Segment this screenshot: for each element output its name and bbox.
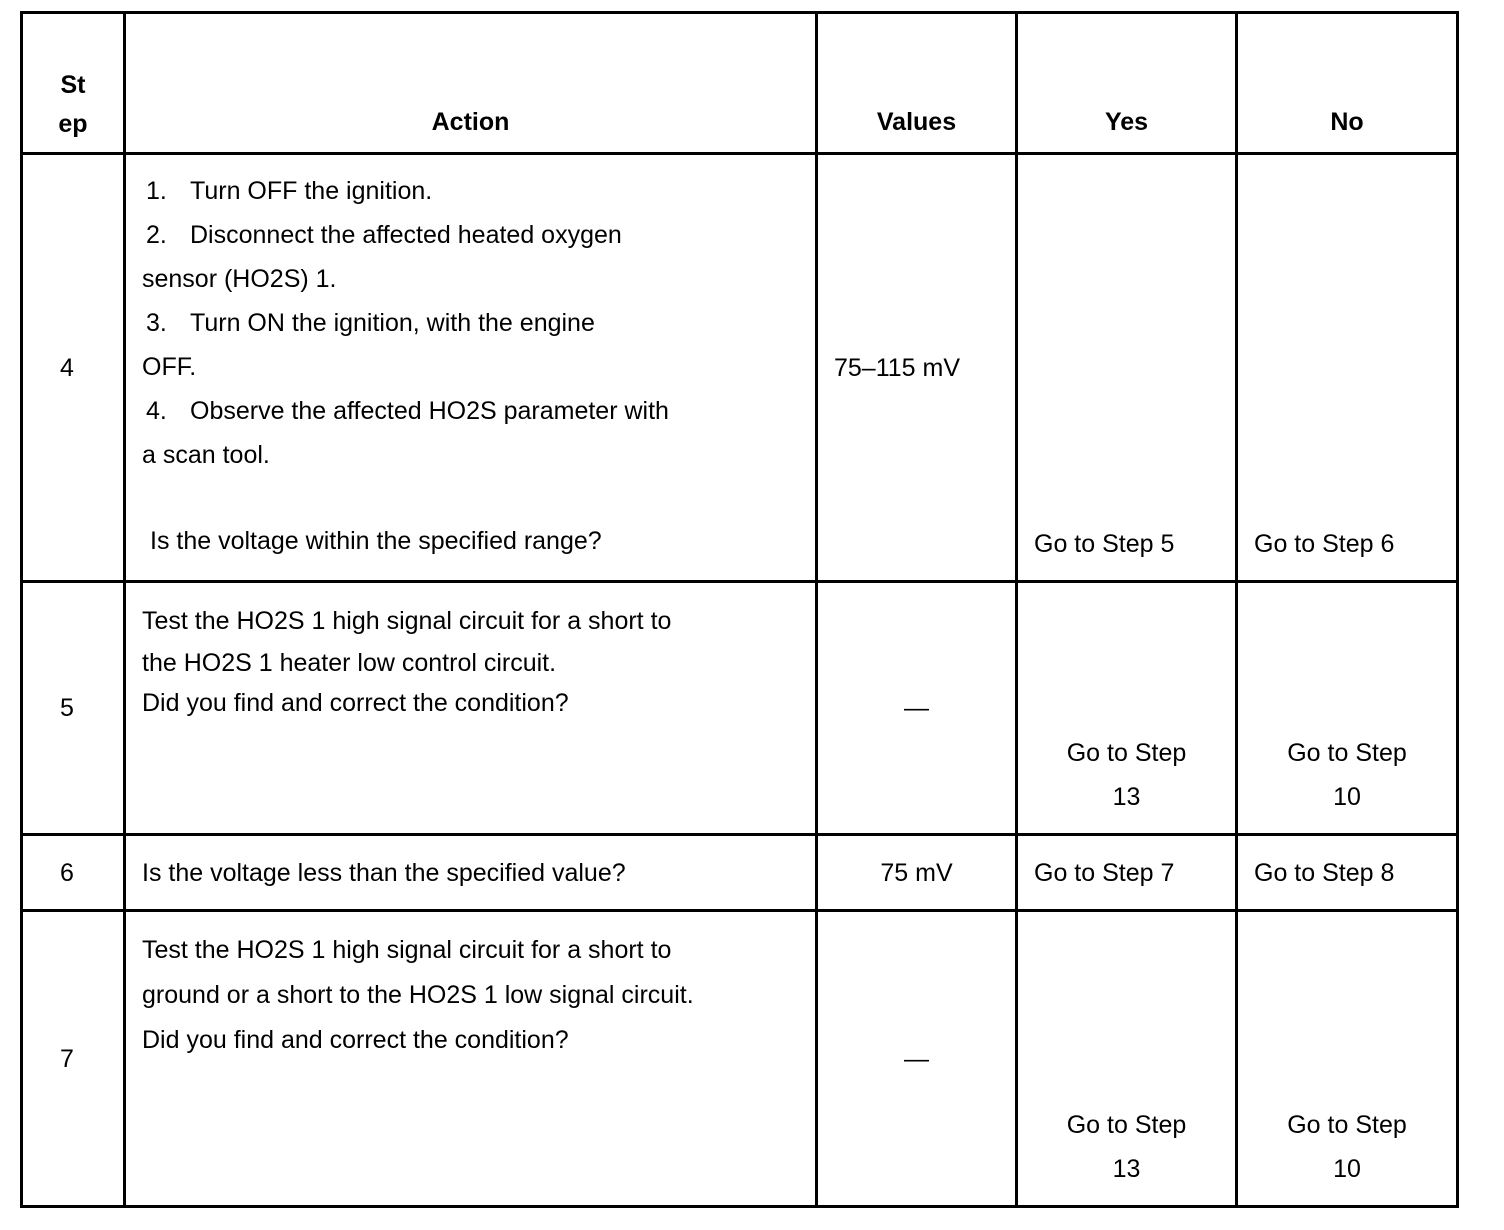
yes-cell [1017,911,1237,1207]
header-yes: Yes [1017,13,1237,154]
yes-target-line: 13 [1112,783,1141,811]
no-target-line: 10 [1333,783,1361,811]
step-cell [22,835,125,911]
header-step [22,13,125,154]
action-cell [125,835,817,911]
step-number: 6 [60,858,74,887]
header-values: Values [817,13,1017,154]
yes-target: Go to Step 5 [1034,530,1175,558]
value-text: 75 mV [880,858,953,887]
no-cell [1237,154,1458,582]
action-line: Did you find and correct the condition? [142,1026,569,1054]
values-cell [817,835,1017,911]
yes-target-line: Go to Step [1066,1111,1187,1139]
yes-target-line: Go to Step [1066,739,1187,767]
yes-cell [1017,154,1237,582]
action-list-item: 1. Turn OFF the ignition. [146,177,433,205]
step-cell [22,582,125,835]
no-target-line: Go to Step [1287,1111,1407,1139]
step-number: 5 [60,694,74,722]
step-cell [22,154,125,582]
action-line: Is the voltage less than the specified value? [142,858,626,887]
action-line: ground or a short to the HO2S 1 low signal circuit. [142,981,694,1009]
values-cell [817,582,1017,835]
action-line: Test the HO2S 1 high signal circuit for a short to [142,607,672,635]
header-step-line2: ep [58,110,88,138]
action-line: sensor (HO2S) 1. [142,265,337,293]
no-cell [1237,582,1458,835]
yes-target: Go to Step 7 [1034,858,1175,887]
no-target: Go to Step 8 [1254,858,1395,887]
action-list-item: 4. Observe the affected HO2S parameter with [146,397,669,425]
action-line: Test the HO2S 1 high signal circuit for a short to [142,936,672,964]
no-cell [1237,911,1458,1207]
action-cell [125,911,817,1207]
no-target-line: 10 [1333,1155,1361,1183]
header-step-line1: St [60,71,86,99]
action-cell [125,154,817,582]
values-cell [817,911,1017,1207]
step-cell [22,911,125,1207]
table-row [22,835,1458,911]
table-row [22,154,1458,582]
value-text: 75–115 mV [834,353,961,382]
action-list-item: 2. Disconnect the affected heated oxygen [146,221,622,249]
action-line: OFF. [142,353,197,381]
action-cell [125,582,817,835]
action-line: Did you find and correct the condition? [142,689,569,717]
table-row [22,911,1458,1207]
step-number: 4 [60,353,74,382]
step-number: 7 [60,1044,74,1073]
diagnostic-table [20,11,1459,1208]
yes-cell [1017,835,1237,911]
header-no: No [1237,13,1458,154]
no-target-line: Go to Step [1287,739,1407,767]
action-line: the HO2S 1 heater low control circuit. [142,649,557,677]
yes-target-line: 13 [1112,1155,1141,1183]
values-cell [817,154,1017,582]
action-line: a scan tool. [142,441,270,469]
header-action: Action [125,13,817,154]
yes-cell [1017,582,1237,835]
header-row [22,13,1458,154]
value-text: — [904,694,929,722]
table-row [22,582,1458,835]
no-target: Go to Step 6 [1254,530,1395,558]
no-cell [1237,835,1458,911]
action-question: Is the voltage within the specified range? [150,527,602,555]
value-text: — [904,1044,929,1073]
action-list-item: 3. Turn ON the ignition, with the engine [146,309,595,337]
